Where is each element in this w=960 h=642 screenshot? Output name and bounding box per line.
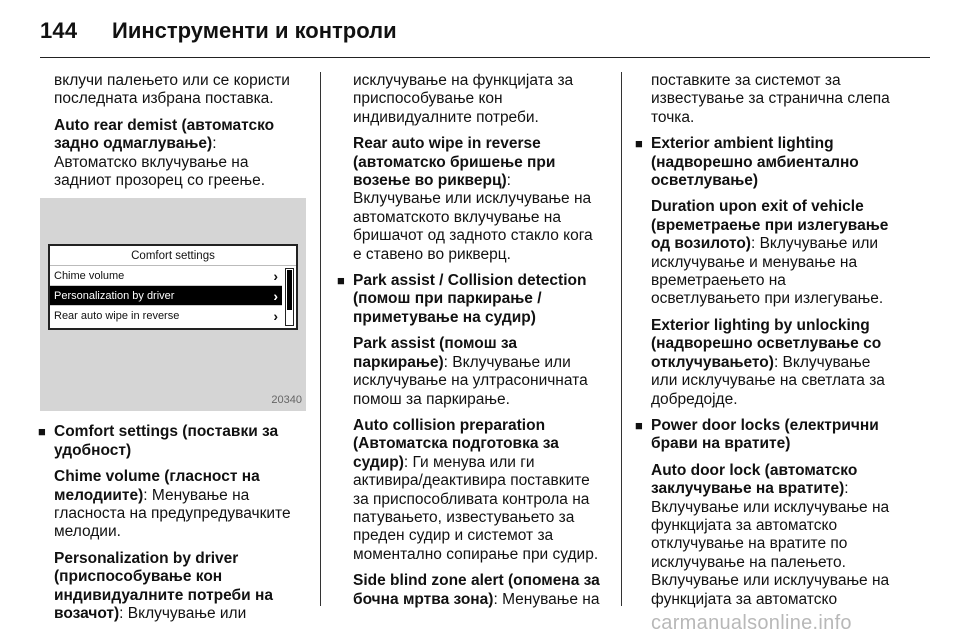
setting-name: Chime volume (гласност на мелодиите) (54, 468, 260, 504)
column-2 (337, 72, 601, 617)
bullet-title: Exterior ambient lighting (надворешно амбиентално осветлување) (651, 135, 859, 190)
chevron-right-icon: › (273, 288, 278, 305)
bullet-title: Comfort settings (поставки за удобност) (54, 423, 279, 459)
paragraph (353, 417, 601, 564)
setting-description: : Вклучување или исклучување на ултрасоничната помош за паркирање. (353, 353, 588, 408)
setting-description: : Вклучување или (119, 605, 247, 623)
display-screen (48, 244, 298, 330)
bullet-square-icon: ■ (337, 273, 345, 289)
paragraph (651, 317, 899, 409)
setting-name: Rear auto wipe in reverse (автоматско бришење при возење во рикверц) (353, 135, 556, 190)
menu-item-personalization[interactable] (50, 286, 282, 306)
figure-id: 20340 (271, 394, 302, 407)
setting-name: Exterior lighting by unlocking (надворешно осветлување со отклучувањето) (651, 316, 882, 371)
watermark: carmanualsonline.info (651, 612, 852, 634)
chevron-right-icon: › (273, 268, 278, 285)
menu-item-label: Chime volume (54, 270, 125, 283)
menu-item-chime-volume[interactable] (50, 266, 282, 286)
bullet-square-icon: ■ (635, 136, 643, 152)
bullet-title: Power door locks (електрични брави на вратите) (651, 416, 879, 453)
menu-item-label: Rear auto wipe in reverse (54, 310, 180, 323)
setting-description: : Вклучување или исклучување на светлата за добредојде. (651, 353, 885, 408)
bullet-item (38, 423, 302, 623)
screen-title: Comfort settings (50, 246, 296, 266)
setting-name: Duration upon exit of vehicle (времетраење при излегување од возилото) (651, 198, 889, 253)
paragraph (54, 550, 302, 624)
setting-description: : Вклучување или исклучување и менување на времетраењето на осветлувањето при излегување. (651, 235, 884, 308)
bullet-title: Park assist / Collision detection (помош при паркирање / приметување на судир) (353, 272, 587, 326)
setting-name: Side blind zone alert (опомена за бочна мртва зона) (353, 572, 600, 608)
chevron-right-icon: › (273, 308, 278, 325)
paragraph: вклучи палењето или се користи последната избрана поставка. (54, 72, 290, 108)
chapter-title: Иинструменти и контроли (112, 18, 397, 43)
setting-description: : Менување на (493, 590, 600, 608)
setting-name: Auto door lock (автоматско заклучување на вратите) (651, 461, 858, 498)
menu-item-rear-auto-wipe[interactable] (50, 306, 282, 326)
setting-name: Auto rear demist (автоматско задно одмаглување) (54, 116, 275, 153)
page-header (40, 14, 930, 58)
setting-description: : Менување на гласноста на предупредувачките мелодии. (54, 486, 291, 541)
column-1 (38, 72, 302, 632)
column-3 (635, 72, 899, 617)
paragraph (353, 572, 601, 609)
comfort-settings-figure (40, 198, 306, 411)
setting-name: Park assist (помош за паркирање) (353, 335, 518, 371)
column-divider (621, 72, 622, 606)
setting-description: : Вклучување или исклучување на функцијата за автоматско отклучување на вратите по исклучување на палењето. Вклучување или исклучување на функцијата за автоматско (651, 480, 890, 608)
page-number: 144 (40, 18, 78, 43)
setting-description: : Автоматско вклучување на задниот прозорец со греење. (54, 135, 265, 190)
bullet-square-icon: ■ (635, 417, 643, 433)
paragraph: поставките за системот за известување за странична слепа точка. (651, 72, 890, 126)
paragraph: исклучување на функцијата за приспособување кон индивидуалните потреби. (353, 72, 574, 126)
setting-name: Auto collision preparation (Автоматска подготовка за судир) (353, 416, 559, 471)
paragraph (651, 462, 899, 609)
bullet-square-icon: ■ (38, 424, 46, 440)
column-divider (320, 72, 321, 606)
bullet-item (635, 135, 899, 409)
setting-name: Personalization by driver (приспособување кон индивидуалните потреби на возачот) (54, 549, 273, 623)
paragraph (54, 117, 302, 191)
paragraph (353, 135, 601, 264)
bullet-item (337, 272, 601, 609)
paragraph (651, 198, 899, 308)
bullet-item (635, 416, 899, 609)
scrollbar[interactable] (285, 268, 294, 326)
scrollbar-thumb[interactable] (287, 270, 292, 310)
paragraph (54, 468, 302, 542)
setting-description: : Вклучување или исклучување на автоматското вклучување на бришачот од задното стакло кога е ставено во рикверц. (353, 172, 593, 263)
paragraph (353, 335, 601, 409)
menu-item-label: Personalization by driver (54, 290, 175, 303)
setting-description: : Ги менува или ги активира/деактивира поставките за приспособливата контрола на патувањето, известувањето за преден судир и системот за моментално сопирање при судир. (353, 453, 599, 563)
